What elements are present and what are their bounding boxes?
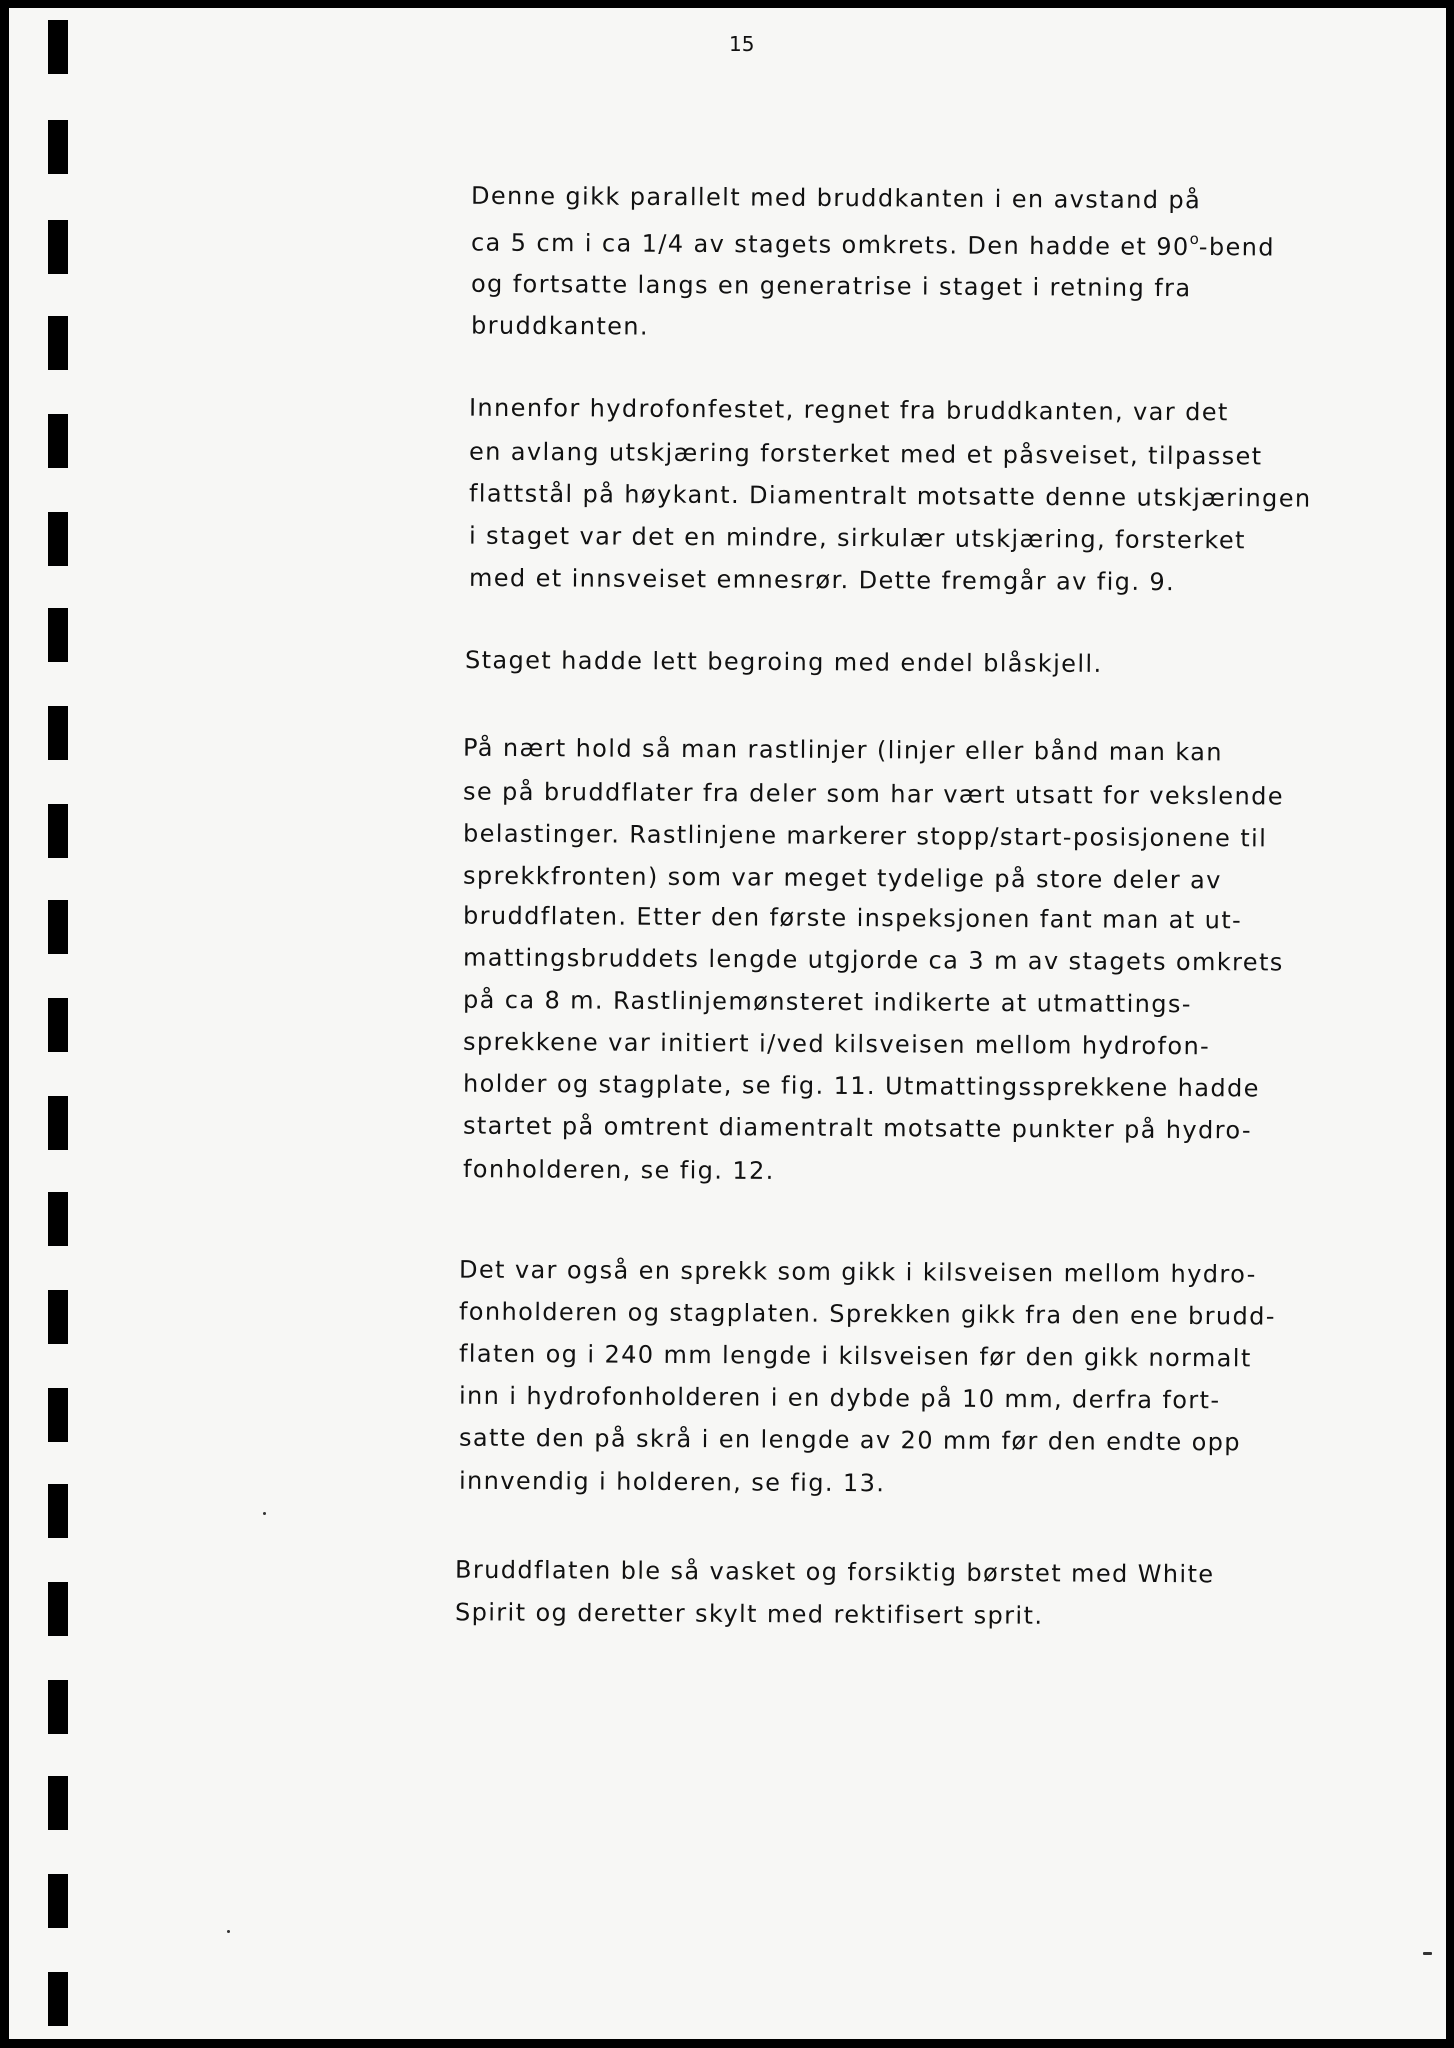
- text-line: Denne gikk parallelt med bruddkanten i en avstand på: [470, 181, 1202, 215]
- text-line: bruddflaten. Etter den første inspeksjonen fant man at ut-: [462, 901, 1243, 935]
- text-line: holder og stagplate, se fig. 11. Utmattingssprekkene hadde: [462, 1069, 1260, 1103]
- binding-hole: [48, 1290, 68, 1344]
- binding-hole: [48, 1680, 68, 1734]
- text-line: bruddkanten.: [470, 311, 650, 341]
- scan-speck: [263, 1512, 266, 1515]
- binding-hole: [48, 900, 68, 954]
- binding-hole: [48, 220, 68, 274]
- binding-hole: [48, 512, 68, 566]
- binding-hole: [48, 20, 68, 74]
- binding-hole: [48, 1096, 68, 1150]
- text-line: mattingsbruddets lengde utgjorde ca 3 m av stagets omkrets: [462, 943, 1284, 977]
- text-line: inn i hydrofonholderen i en dybde på 10 mm, derfra fort-: [458, 1381, 1221, 1415]
- text-line: startet på omtrent diamentralt motsatte punkter på hydro-: [462, 1111, 1253, 1145]
- text-line: Staget hadde lett begroing med endel blåskjell.: [464, 646, 1103, 678]
- binding-hole: [48, 1874, 68, 1928]
- text-line: på ca 8 m. Rastlinjemønsteret indikerte at utmattings-: [462, 985, 1192, 1019]
- binding-hole: [48, 998, 68, 1052]
- binding-hole: [48, 316, 68, 370]
- text-line: Spirit og deretter skylt med rektifisert sprit.: [454, 1598, 1044, 1630]
- binding-hole: [48, 608, 68, 662]
- text-line-with-superscript: [471, 226, 1275, 262]
- scan-speck: [1423, 1952, 1432, 1955]
- text-line: sprekkfronten) som var meget tydelige på store deler av: [462, 861, 1222, 895]
- binding-hole: [48, 706, 68, 760]
- binding-hole: [48, 1582, 68, 1636]
- binding-hole: [48, 1484, 68, 1538]
- binding-hole: [48, 1972, 68, 2026]
- text-line: med et innsveiset emnesrør. Dette fremgår av fig. 9.: [468, 563, 1176, 597]
- text-line: belastinger. Rastlinjene markerer stopp/start-posisjonene til: [462, 819, 1268, 853]
- text-line: en avlang utskjæring forsterket med et påsveiset, tilpasset: [468, 437, 1263, 471]
- binding-hole: [48, 804, 68, 858]
- text-line: sprekkene var initiert i/ved kilsveisen mellom hydrofon-: [462, 1027, 1211, 1061]
- binding-hole: [48, 414, 68, 468]
- text-line: På nært hold så man rastlinjer (linjer eller bånd man kan: [462, 733, 1224, 767]
- text-line: flattstål på høykant. Diamentralt motsatte denne utskjæringen: [468, 479, 1312, 513]
- text-line: satte den på skrå i en lengde av 20 mm før den endte opp: [458, 1423, 1242, 1457]
- text-line: Det var også en sprekk som gikk i kilsveisen mellom hydro-: [458, 1255, 1257, 1289]
- text-line: flaten og i 240 mm lengde i kilsveisen før den gikk normalt: [458, 1339, 1252, 1373]
- text-line-part: ca 5 cm i ca 1/4 av stagets omkrets. Den hadde et 90: [470, 228, 1190, 261]
- text-line: se på bruddflater fra deler som har vært utsatt for vekslende: [462, 777, 1285, 811]
- text-line: fonholderen, se fig. 12.: [462, 1155, 775, 1185]
- page-number: 15: [729, 32, 755, 56]
- text-line: Bruddflaten ble så vasket og forsiktig børstet med White: [454, 1555, 1215, 1589]
- text-line-part: -bend: [1198, 232, 1276, 262]
- text-line: innvendig i holderen, se fig. 13.: [458, 1466, 886, 1498]
- binding-hole: [48, 1776, 68, 1830]
- scan-speck: [227, 1930, 230, 1933]
- text-line: og fortsatte langs en generatrise i staget i retning fra: [470, 269, 1192, 303]
- binding-hole: [48, 1388, 68, 1442]
- text-line: Innenfor hydrofonfestet, regnet fra bruddkanten, var det: [468, 393, 1229, 427]
- binding-hole: [48, 1192, 68, 1246]
- document-page: [9, 8, 1446, 2039]
- text-line: fonholderen og stagplaten. Sprekken gikk fra den ene brudd-: [458, 1297, 1276, 1331]
- binding-hole: [48, 120, 68, 174]
- superscript: o: [1189, 229, 1199, 248]
- text-line: i staget var det en mindre, sirkulær utskjæring, forsterket: [468, 521, 1246, 555]
